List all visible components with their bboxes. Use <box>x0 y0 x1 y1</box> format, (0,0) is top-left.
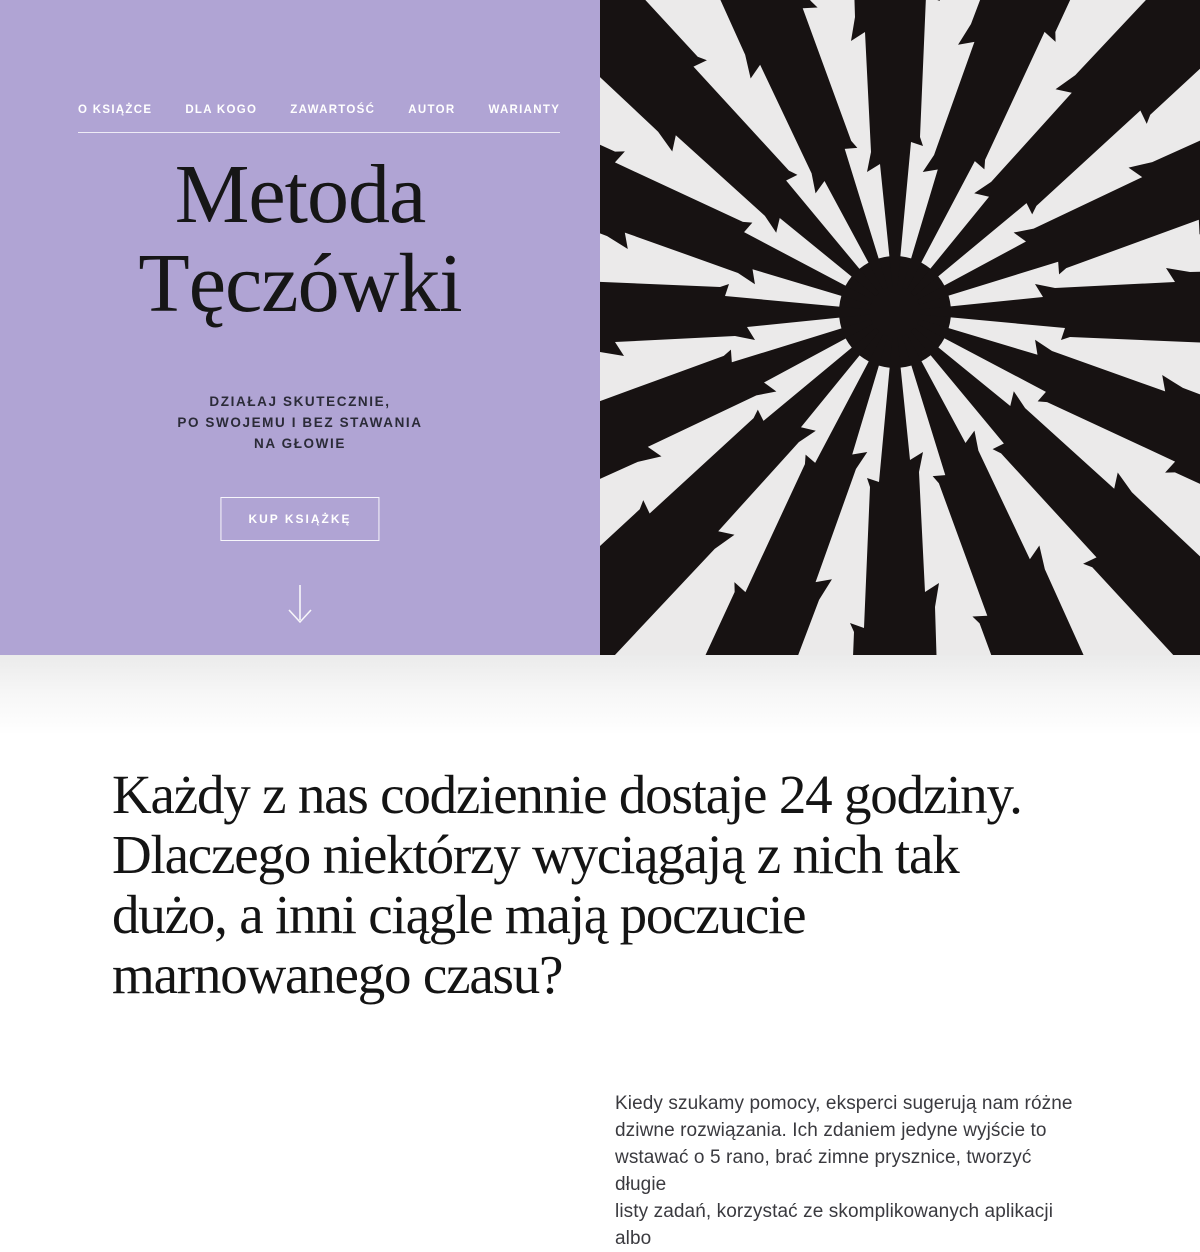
paragraph-line-1: Kiedy szukamy pomocy, eksperci sugerują nam różne <box>615 1093 1073 1114</box>
nav-item-dla-kogo[interactable]: DLA KOGO <box>185 104 258 116</box>
main-nav <box>78 104 560 133</box>
subtitle-line-2: PO SWOJEMU I BEZ STAWANIA <box>177 415 423 430</box>
book-title-line-2: Tęczówki <box>138 237 462 330</box>
hero-shadow-band <box>0 655 1200 735</box>
nav-item-o-ksiazce[interactable]: O KSIĄŻCE <box>78 104 153 116</box>
intro-section <box>0 735 1200 1005</box>
headline-line-2: Dlaczego niektórzy wyciągają z nich tak <box>112 824 959 885</box>
hero-purple-panel <box>0 0 600 655</box>
book-title-line-1: Metoda <box>174 148 426 241</box>
buy-book-button[interactable]: KUP KSIĄŻKĘ <box>220 497 379 541</box>
intro-headline <box>112 765 1200 1005</box>
starburst-bolts-graphic <box>600 0 1200 655</box>
subtitle-line-1: DZIAŁAJ SKUTECZNIE, <box>209 394 391 409</box>
paragraph-line-3: wstawać o 5 rano, brać zimne prysznice, tworzyć długie <box>615 1147 1032 1195</box>
headline-line-3: dużo, a inni ciągle mają poczucie <box>112 884 806 945</box>
nav-item-zawartosc[interactable]: ZAWARTOŚĆ <box>290 104 376 116</box>
paragraph-line-2: dziwne rozwiązania. Ich zdaniem jedyne wyjście to <box>615 1120 1047 1141</box>
article-paragraph <box>615 1090 1075 1252</box>
nav-item-warianty[interactable]: WARIANTY <box>488 104 561 116</box>
scroll-down-button[interactable] <box>286 583 314 627</box>
hero-graphic-panel <box>600 0 1200 655</box>
paragraph-line-4: listy zadań, korzystać ze skomplikowanych aplikacji albo <box>615 1201 1054 1249</box>
book-title <box>0 150 600 328</box>
book-subtitle <box>0 391 600 454</box>
headline-line-4: marnowanego czasu? <box>112 944 563 1005</box>
subtitle-line-3: NA GŁOWIE <box>254 436 346 451</box>
nav-item-autor[interactable]: AUTOR <box>408 104 456 116</box>
arrow-down-icon <box>286 615 314 630</box>
headline-line-1: Każdy z nas codziennie dostaje 24 godziny. <box>112 764 1022 825</box>
